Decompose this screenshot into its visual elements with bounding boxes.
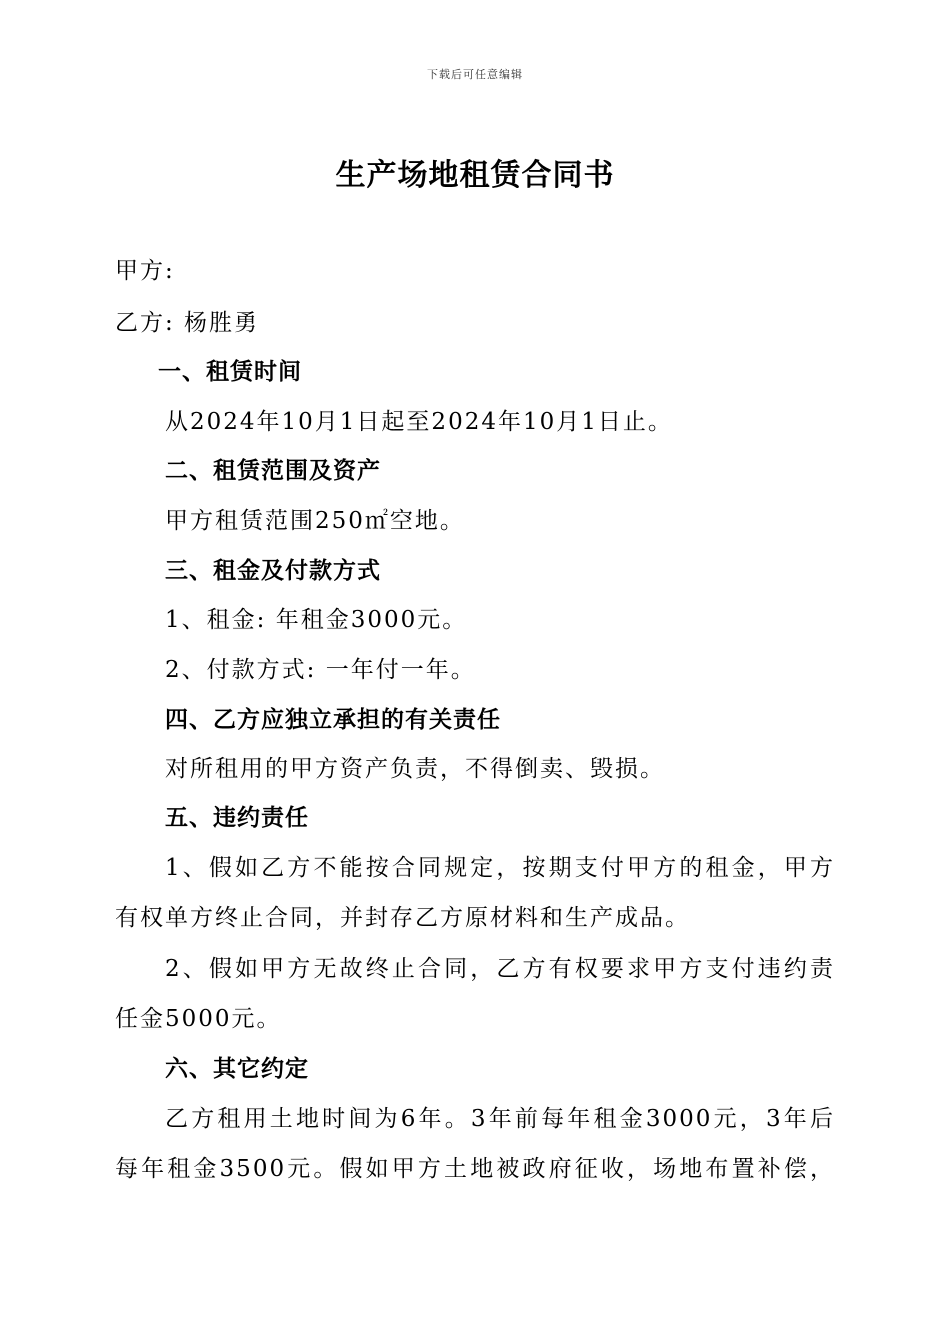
section-3-item-2: 2、付款方式: 一年付一年。 (165, 657, 476, 683)
section-6-line-2: 每年租金3500元。假如甲方土地被政府征收，场地布置补偿， (115, 1156, 835, 1182)
section-2-heading: 二、租赁范围及资产 (165, 457, 381, 484)
header-note: 下载后可任意编辑 (427, 68, 523, 81)
section-3-heading: 三、租金及付款方式 (165, 557, 381, 584)
section-2-text: 甲方租赁范围250㎡空地。 (165, 508, 465, 534)
section-4-heading: 四、乙方应独立承担的有关责任 (165, 706, 501, 733)
section-5-item-2-line-1: 2、假如甲方无故终止合同，乙方有权要求甲方支付违约责 (165, 956, 835, 982)
section-5-item-1-line-1: 1、假如乙方不能按合同规定，按期支付甲方的租金，甲方 (165, 855, 835, 881)
section-5-heading: 五、违约责任 (165, 804, 309, 831)
section-1-heading: 一、租赁时间 (158, 358, 302, 385)
section-5-item-2-line-2: 任金5000元。 (115, 1006, 282, 1032)
party-b-line: 乙方: 杨胜勇 (115, 310, 260, 336)
section-5-item-1-line-2: 有权单方终止合同，并封存乙方原材料和生产成品。 (115, 905, 690, 931)
section-6-line-1: 乙方租用土地时间为6年。3年前每年租金3000元，3年后 (165, 1106, 835, 1132)
section-6-heading: 六、其它约定 (165, 1055, 309, 1082)
section-1-text: 从2024年10月1日起至2024年10月1日止。 (165, 409, 673, 435)
party-a-line: 甲方: (115, 258, 175, 284)
section-4-text: 对所租用的甲方资产负责，不得倒卖、毁损。 (165, 756, 665, 782)
document-title: 生产场地租赁合同书 (335, 158, 615, 193)
section-3-item-1: 1、租金: 年租金3000元。 (165, 607, 468, 633)
